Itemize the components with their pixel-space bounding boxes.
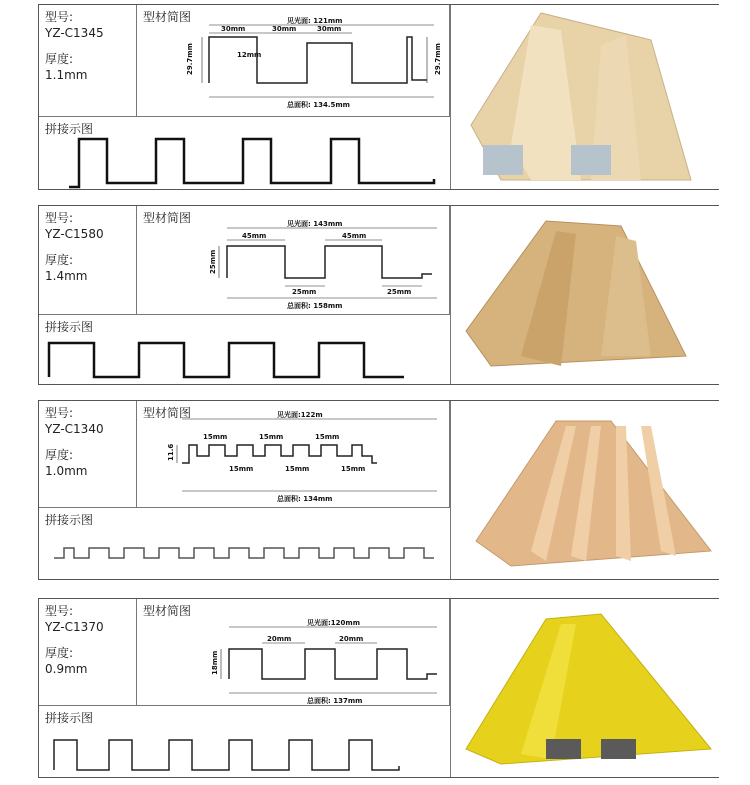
splice-diagram [39,705,450,779]
model-label: 型号: [45,211,74,225]
profile-title: 型材简图 [143,10,192,24]
splice-diagram [39,507,450,581]
dim-label: 12mm [237,51,262,59]
dim-label: 18mm [211,650,219,675]
splice-title: 拼接示图 [45,122,94,136]
product-render [451,206,721,386]
profile-drawing [137,599,450,705]
model-value: YZ-C1340 [45,422,104,436]
thickness-label: 厚度: [45,448,74,462]
splice-title: 拼接示图 [45,513,94,527]
dim-label: 20mm [339,635,364,643]
profile-diagram [137,401,450,507]
profile-title: 型材简图 [143,211,192,225]
total-width-label: 总面积: 137mm [307,697,363,705]
product-card-3 [38,400,719,580]
dim-label: 30mm [221,25,246,33]
dim-label: 25mm [292,288,317,296]
profile-drawing [137,5,450,116]
thickness-value: 1.1mm [45,68,88,82]
product-render [451,401,721,581]
thickness-label: 厚度: [45,646,74,660]
model-value: YZ-C1370 [45,620,104,634]
splice-diagram [39,116,450,191]
dim-label: 15mm [341,465,366,473]
profile-drawing [137,401,450,507]
spec-cell [39,206,137,314]
model-value: YZ-C1345 [45,26,104,40]
dim-label: 30mm [317,25,342,33]
profile-title: 型材简图 [143,604,192,618]
profile-drawing [137,206,450,314]
product-card-2 [38,205,719,385]
spec-cell [39,599,137,705]
visible-width-label: 见光面:120mm [307,619,360,627]
dim-label: 15mm [229,465,254,473]
product-card-1 [38,4,719,190]
model-label: 型号: [45,604,74,618]
splice-title: 拼接示图 [45,711,94,725]
dim-label: 11.6 [167,443,175,461]
total-width-label: 总面积: 158mm [287,302,343,310]
product-photo [450,206,720,384]
visible-width-label: 见光面: 143mm [287,220,343,228]
dim-label: 25mm [387,288,412,296]
thickness-value: 1.0mm [45,464,88,478]
model-label: 型号: [45,10,74,24]
dim-label: 29.7mm [186,43,194,75]
dim-label: 45mm [342,232,367,240]
profile-title: 型材简图 [143,406,192,420]
profile-diagram [137,206,450,314]
product-render [451,5,721,191]
visible-width-label: 见光面: 121mm [287,17,343,25]
dim-label: 30mm [272,25,297,33]
total-width-label: 总面积: 134mm [277,495,333,503]
dim-label: 25mm [209,249,217,274]
thickness-label: 厚度: [45,52,74,66]
thickness-value: 1.4mm [45,269,88,283]
dim-label: 29.7mm [434,43,442,75]
product-render [451,599,721,779]
dim-label: 15mm [259,433,284,441]
splice-drawing [39,315,450,387]
spec-cell [39,5,137,116]
product-photo [450,5,720,189]
product-photo [450,599,720,777]
thickness-label: 厚度: [45,253,74,267]
splice-title: 拼接示图 [45,320,94,334]
model-label: 型号: [45,406,74,420]
splice-drawing [39,706,450,780]
profile-diagram [137,5,450,116]
profile-diagram [137,599,450,705]
splice-drawing [39,117,450,192]
dim-label: 15mm [285,465,310,473]
dim-label: 15mm [203,433,228,441]
dim-label: 20mm [267,635,292,643]
spec-cell [39,401,137,507]
splice-diagram [39,314,450,386]
dim-label: 15mm [315,433,340,441]
product-card-4 [38,598,719,778]
thickness-value: 0.9mm [45,662,88,676]
product-photo [450,401,720,579]
model-value: YZ-C1580 [45,227,104,241]
splice-drawing [39,508,450,582]
dim-label: 45mm [242,232,267,240]
total-width-label: 总面积: 134.5mm [287,101,350,109]
visible-width-label: 见光面:122m [277,411,323,419]
